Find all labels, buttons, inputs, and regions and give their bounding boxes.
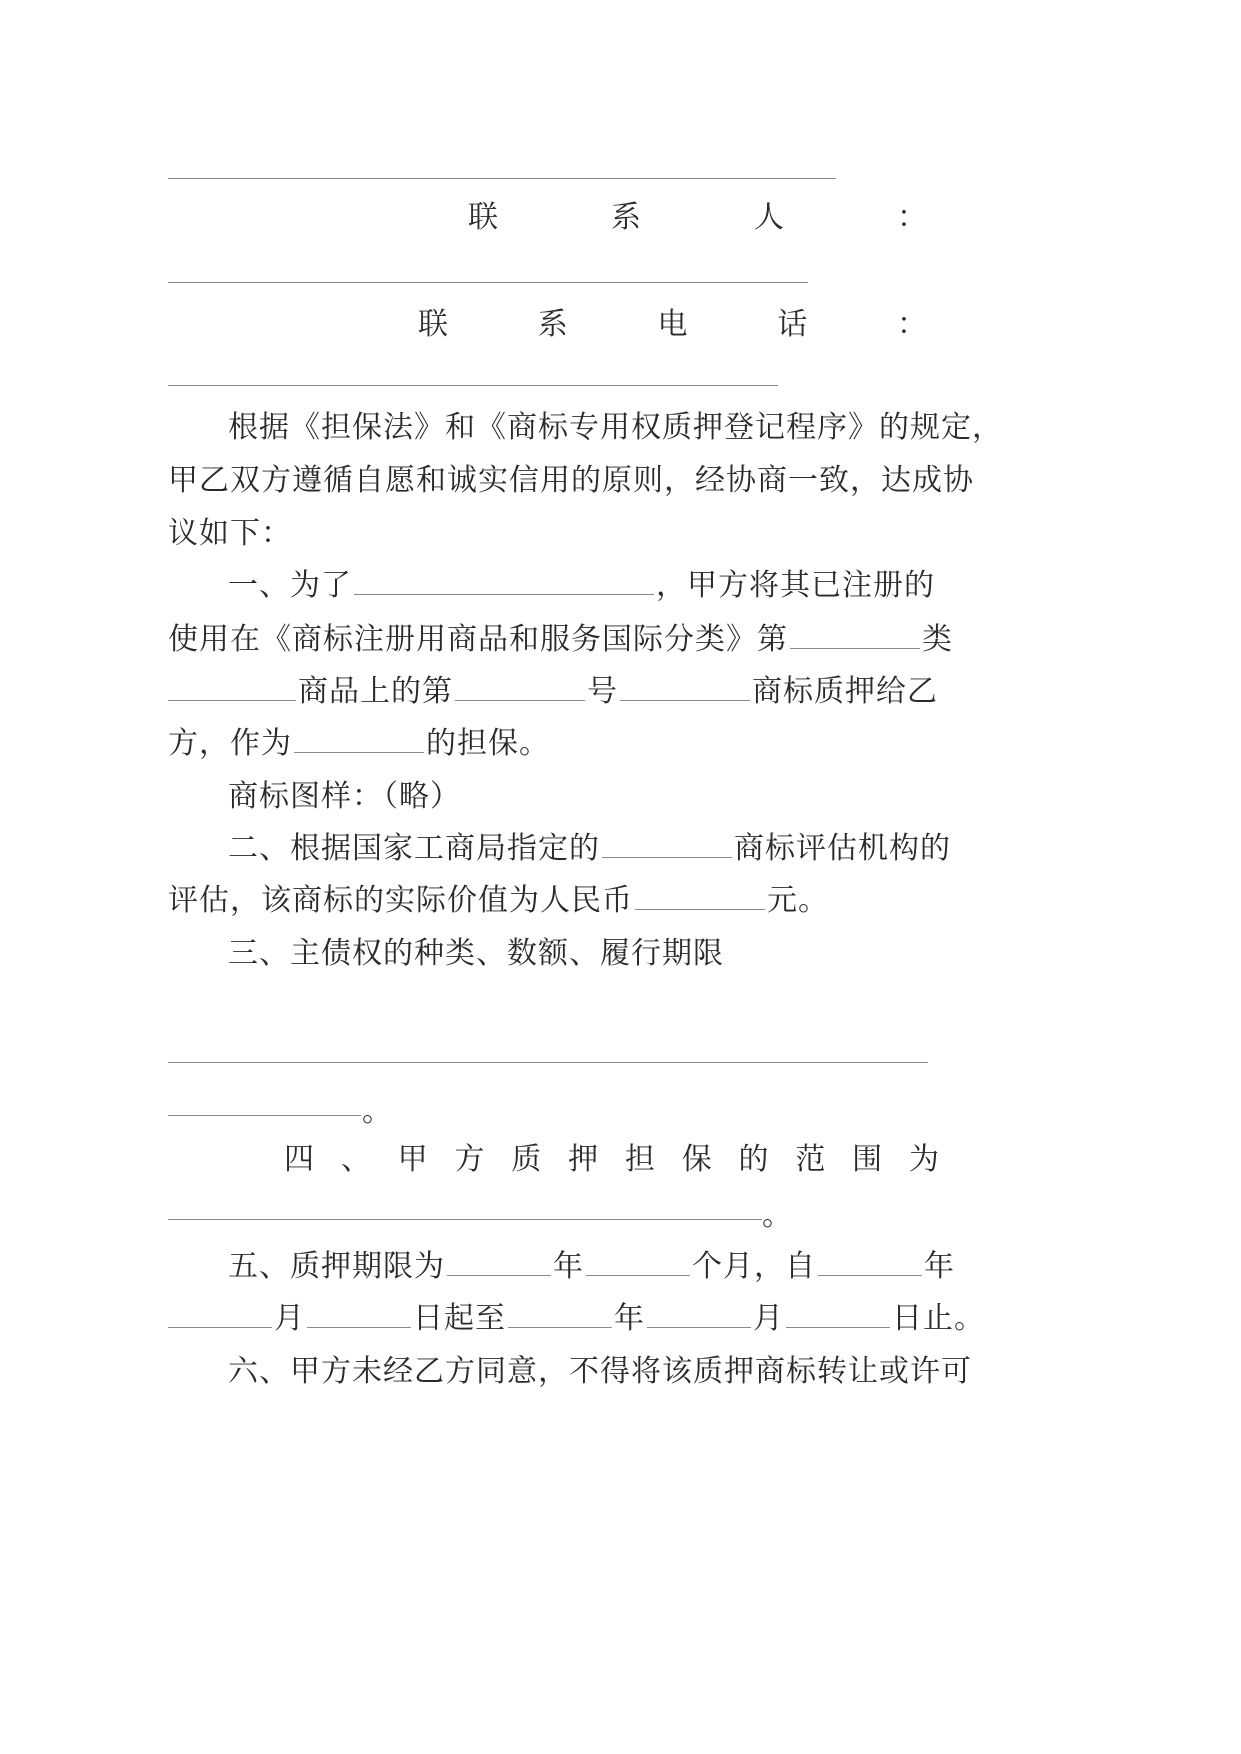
clause-text: 元。 <box>767 883 829 918</box>
blank-field[interactable] <box>790 622 920 649</box>
blank-field[interactable] <box>447 1249 551 1276</box>
label-char: 电 <box>657 307 689 342</box>
blank-field[interactable] <box>602 831 732 858</box>
clause2-line <box>168 881 1028 921</box>
fill-in-line <box>168 385 778 386</box>
clause-char: 四 <box>284 1142 315 1177</box>
clause-text: 年 <box>614 1301 645 1336</box>
clause-char: 方 <box>454 1142 486 1177</box>
clause1-line <box>228 566 1088 606</box>
blank-field[interactable] <box>620 674 750 701</box>
clause-text: 使用在《商标注册用商品和服务国际分类》第 <box>168 622 788 657</box>
label-char: ： <box>897 200 928 235</box>
fill-in-line <box>168 1219 762 1220</box>
clause-text: 的担保。 <box>426 726 550 761</box>
blank-field[interactable] <box>168 674 296 701</box>
fill-in-line <box>168 1115 361 1116</box>
clause1-line <box>168 672 1028 712</box>
clause-char: 甲 <box>397 1142 429 1177</box>
intro-line: 甲乙双方遵循自愿和诚实信用的原则，经协商一致，达成协 <box>168 463 974 498</box>
clause3-end: 。 <box>362 1094 392 1129</box>
blank-field[interactable] <box>455 674 585 701</box>
clause-text: 月 <box>753 1301 784 1336</box>
clause-text: 年 <box>924 1249 955 1284</box>
fill-in-line <box>168 1062 928 1063</box>
clause-text: 一、为了 <box>228 568 352 603</box>
clause-text: 年 <box>553 1249 584 1284</box>
intro-line: 根据《担保法》和《商标专用权质押登记程序》的规定， <box>228 410 1003 445</box>
blank-field[interactable] <box>586 1249 690 1276</box>
clause3-title: 三、主债权的种类、数额、履行期限 <box>228 936 724 971</box>
label-char: 联 <box>418 307 449 342</box>
clause5-line <box>228 1247 1088 1287</box>
blank-field[interactable] <box>818 1249 922 1276</box>
clause-text: ，甲方将其已注册的 <box>656 568 935 603</box>
clause-text: 方，作为 <box>168 726 292 761</box>
clause-text: 商标质押给乙 <box>752 674 938 709</box>
blank-field[interactable] <box>508 1301 612 1328</box>
clause6-line: 六、甲方未经乙方同意，不得将该质押商标转让或许可 <box>228 1354 972 1389</box>
label-char: 联 <box>468 200 499 235</box>
label-char: 系 <box>611 200 642 235</box>
blank-field[interactable] <box>786 1301 890 1328</box>
clause-text: 二、根据国家工商局指定的 <box>228 831 600 866</box>
label-char: 人 <box>754 200 785 235</box>
clause4-end: 。 <box>762 1198 792 1233</box>
clause-char: 范 <box>795 1142 827 1177</box>
label-char: 话 <box>777 307 809 342</box>
contact-phone-label <box>418 305 928 345</box>
clause-text: 商标评估机构的 <box>734 831 951 866</box>
fill-in-line <box>168 178 836 179</box>
clause-text: 日起至 <box>413 1301 506 1336</box>
clause-char: 围 <box>852 1142 884 1177</box>
clause-text: 月 <box>274 1301 305 1336</box>
clause4-line <box>284 1140 940 1180</box>
clause-char: 为 <box>908 1142 940 1177</box>
clause-char: 保 <box>681 1142 713 1177</box>
label-char: 系 <box>537 307 569 342</box>
clause-text: 日止。 <box>892 1301 985 1336</box>
clause-text: 类 <box>922 622 953 657</box>
clause1-line <box>168 724 1028 764</box>
clause-char: 质 <box>511 1142 543 1177</box>
clause1-line <box>168 620 1028 660</box>
blank-field[interactable] <box>307 1301 411 1328</box>
clause-char: 押 <box>568 1142 600 1177</box>
blank-field[interactable] <box>168 1301 272 1328</box>
clause-char: 担 <box>624 1142 656 1177</box>
clause-text: 评估，该商标的实际价值为人民币 <box>168 883 633 918</box>
intro-line: 议如下： <box>168 516 292 551</box>
blank-field[interactable] <box>647 1301 751 1328</box>
clause5-line <box>168 1299 1028 1339</box>
contact-person-label <box>468 198 928 238</box>
blank-field[interactable] <box>635 883 765 910</box>
clause-char: 、 <box>340 1142 372 1177</box>
clause-text: 商品上的第 <box>298 674 453 709</box>
blank-field[interactable] <box>354 568 654 595</box>
clause-text: 五、质押期限为 <box>228 1249 445 1284</box>
clause-text: 号 <box>587 674 618 709</box>
clause-text: 个月，自 <box>692 1249 816 1284</box>
label-char: ： <box>897 307 928 342</box>
fill-in-line <box>168 282 808 283</box>
clause2-line <box>228 829 1088 869</box>
clause-char: 的 <box>738 1142 770 1177</box>
blank-field[interactable] <box>294 726 424 753</box>
trademark-sample: 商标图样：（略） <box>228 779 461 814</box>
